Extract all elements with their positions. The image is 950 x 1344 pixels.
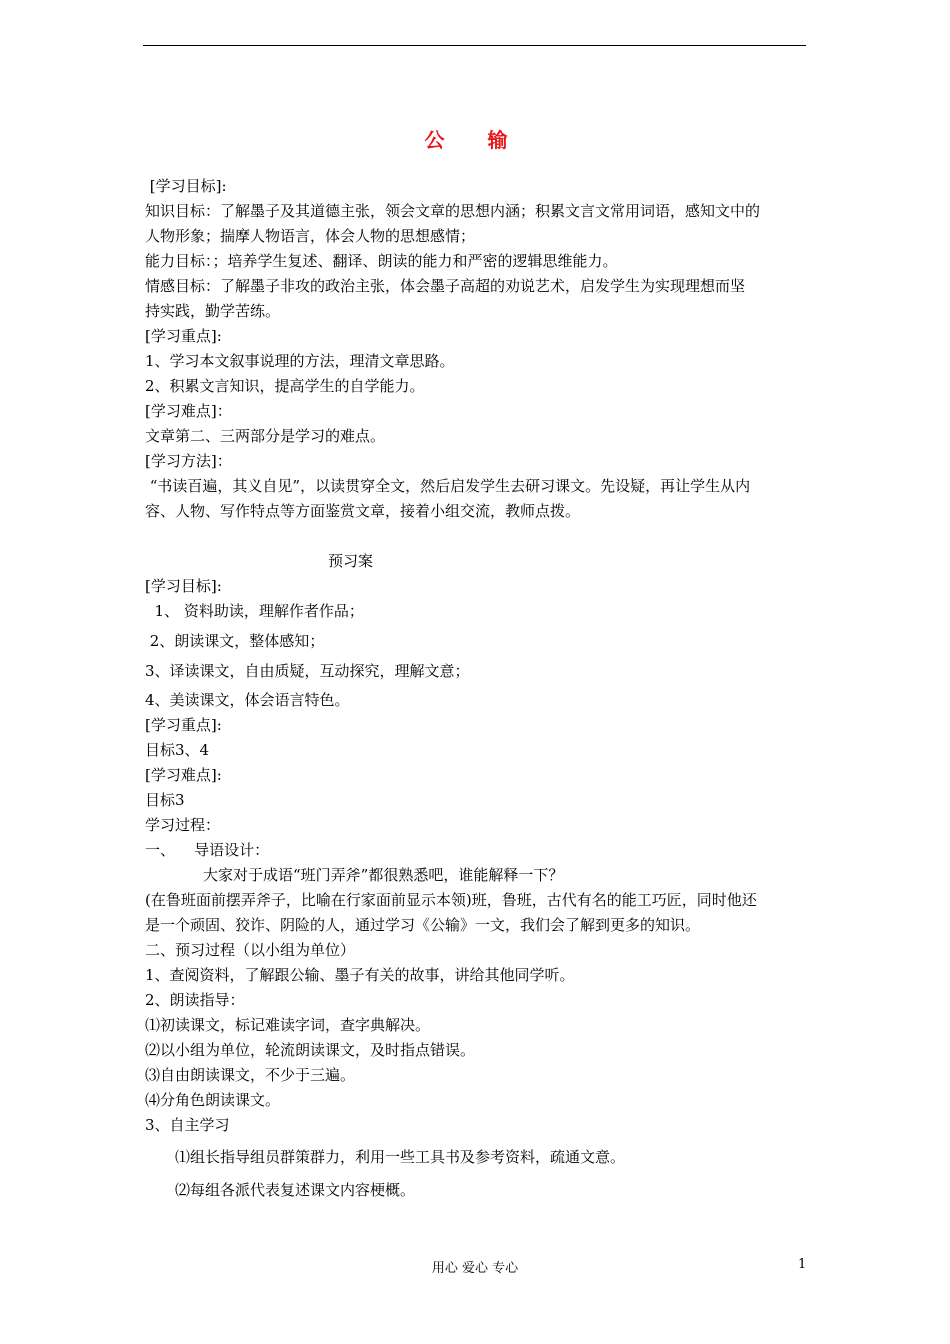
text-line: [学习难点]: xyxy=(145,766,222,784)
text-line: (在鲁班面前摆弄斧子，比喻在行家面前显示本领)班，鲁班，古代有名的能工巧匠，同时他还 xyxy=(145,891,757,909)
text-line: [学习目标]: xyxy=(145,577,222,595)
text-line: [学习难点]： xyxy=(145,402,232,420)
text-line: 1、 资料助读，理解作者作品； xyxy=(145,602,364,620)
text-line: ⑴初读课文，标记难读字词，查字典解决。 xyxy=(145,1016,431,1034)
text-line: 3、译读课文，自由质疑，互动探究，理解文意； xyxy=(145,662,470,680)
header-rule xyxy=(143,45,806,46)
text-line: 2、朗读指导： xyxy=(145,991,245,1009)
text-line: 3、自主学习 xyxy=(145,1116,230,1134)
text-line: 大家对于成语“班门弄斧”都很熟悉吧，谁能解释一下？ xyxy=(203,866,564,884)
text-line: 4、美读课文，体会语言特色。 xyxy=(145,691,350,709)
document-title: 公 输 xyxy=(424,128,526,152)
text-line: [学习重点]: xyxy=(145,716,222,734)
page-number: 1 xyxy=(798,1257,807,1272)
text-line: 一、 导语设计： xyxy=(145,841,270,859)
text-line: 1、学习本文叙事说理的方法，理清文章思路。 xyxy=(145,352,455,370)
text-line: 2、积累文言知识，提高学生的自学能力。 xyxy=(145,377,425,395)
text-line: 能力目标：；培养学生复述、翻译、朗读的能力和严密的逻辑思维能力。 xyxy=(145,252,618,270)
text-line: 预习案 xyxy=(328,552,374,570)
text-line: 目标3、4 xyxy=(145,741,210,759)
text-line: ⑶自由朗读课文，不少于三遍。 xyxy=(145,1066,356,1084)
text-line: ⑴组长指导组员群策群力，利用一些工具书及参考资料，疏通文意。 xyxy=(175,1148,626,1166)
text-line: 目标3 xyxy=(145,791,185,809)
text-line: 是一个顽固、狡诈、阴险的人，通过学习《公输》一文，我们会了解到更多的知识。 xyxy=(145,916,701,934)
text-line: [学习方法]： xyxy=(145,452,232,470)
text-line: 2、朗读课文，整体感知； xyxy=(145,632,325,650)
text-line: ⑷分角色朗读课文。 xyxy=(145,1091,281,1109)
text-line: “书读百遍，其义自见”，以读贯穿全文，然后启发学生去研习课文。先设疑，再让学生从内 xyxy=(145,477,751,495)
text-line: 学习过程： xyxy=(145,816,221,834)
text-line: 人物形象；揣摩人物语言，体会人物的思想感情； xyxy=(145,227,476,245)
text-line: [学习重点]: xyxy=(145,327,222,345)
footer-text: 用心 爱心 专心 xyxy=(431,1261,519,1276)
text-line: 文章第二、三两部分是学习的难点。 xyxy=(145,427,386,445)
text-line: 持实践，勤学苦练。 xyxy=(145,302,281,320)
text-line: 知识目标：了解墨子及其道德主张，领会文章的思想内涵；积累文言文常用词语，感知文中的 xyxy=(145,202,761,220)
text-line: ⑵以小组为单位，轮流朗读课文，及时指点错误。 xyxy=(145,1041,476,1059)
text-line: 容、人物、写作特点等方面鉴赏文章，接着小组交流，教师点拨。 xyxy=(145,502,581,520)
text-line: 情感目标：了解墨子非攻的政治主张，体会墨子高超的劝说艺术，启发学生为实现理想而坚 xyxy=(145,277,746,295)
text-line: 1、查阅资料，了解跟公输、墨子有关的故事，讲给其他同学听。 xyxy=(145,966,575,984)
text-line: ⑵每组各派代表复述课文内容梗概。 xyxy=(175,1181,416,1199)
text-line: [学习目标]: xyxy=(145,177,227,195)
text-line: 二、预习过程（以小组为单位） xyxy=(145,941,356,959)
